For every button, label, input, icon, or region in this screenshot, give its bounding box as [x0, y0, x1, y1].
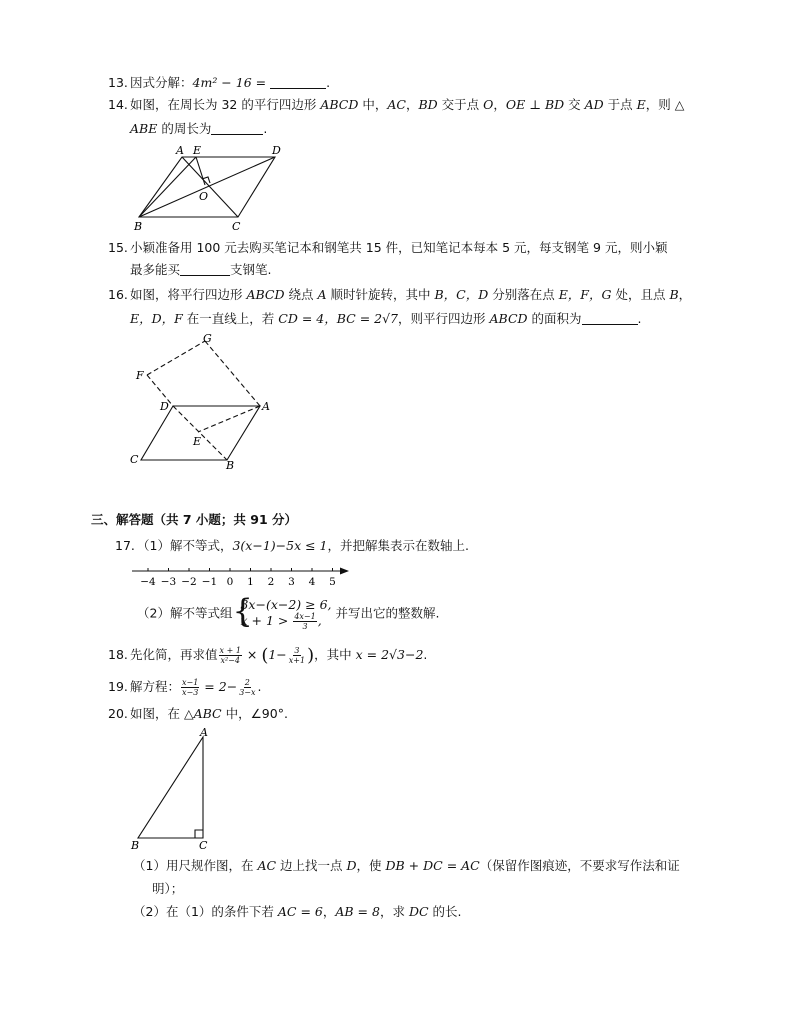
label-A: A [200, 726, 208, 739]
tick-label: 5 [329, 576, 336, 588]
tick-label: 3 [288, 576, 295, 588]
tick-label: 4 [308, 576, 316, 588]
label-F: F [136, 369, 144, 382]
question-20-part1-cont: 明）； [152, 881, 184, 896]
figure-16-rotation [125, 330, 285, 472]
question-19: 19. 解方程： $\frac{x-1}{x-3}$ = 2− $\frac{2}{3-x}$ . [108, 678, 262, 697]
label-A: A [176, 144, 184, 157]
tick-label: 0 [226, 576, 234, 588]
tick-label: −3 [160, 576, 177, 588]
tick-label: 2 [267, 576, 275, 588]
figure-14-parallelogram [125, 142, 295, 234]
label-A: A [262, 400, 270, 413]
expression: 4m² − 16 = [192, 75, 267, 90]
label-D: D [272, 144, 281, 157]
question-14: 14. 如图，在周长为 32 的平行四边形 ABCD 中，AC，BD 交于点 O，OE ⊥ BD 交 AD 于点 E，则 △ [108, 97, 685, 112]
label-B: B [134, 220, 143, 233]
label-C: C [199, 839, 208, 852]
question-20-part2: （2）在（1）的条件下若 AC = 6，AB = 8，求 DC 的长. [133, 904, 462, 919]
question-15: 15. 小颖准备用 100 元去购买笔记本和钢笔共 15 件，已知笔记本每本 5 元，每支钢笔 9 元，则小颖 [108, 240, 668, 255]
label-O: O [199, 190, 209, 203]
question-14-line2: ABE 的周长为 . [130, 121, 268, 136]
inequality-system: { 3x−(x−2) ≥ 6, x + 1 > $\frac{4x-1}{3}$ , [232, 592, 332, 631]
question-number: 18. [108, 647, 128, 662]
label-B: B [131, 839, 140, 852]
tick-label: −2 [181, 576, 197, 588]
answer-blank[interactable] [582, 312, 638, 325]
question-number: 20. [108, 706, 128, 721]
label-C: C [130, 453, 139, 466]
answer-blank[interactable] [270, 76, 326, 89]
label-B: B [226, 459, 235, 472]
label-D: D [160, 400, 169, 413]
label-E: E [193, 435, 202, 448]
question-number: 15. [108, 240, 128, 255]
tick-label: −4 [140, 576, 156, 588]
tick-label: −1 [201, 576, 218, 588]
question-number: 19. [108, 679, 128, 694]
question-16-line2: E，D，F 在一直线上，若 CD = 4，BC = 2√7，则平行四边形 ABCD 的面积为 . [130, 311, 642, 326]
tick-label: 1 [247, 576, 254, 588]
question-18: 18. 先化简，再求值 $\frac{x + 1}{\text{x²−4}}$ × (1− $\frac{3}{x+1}$ )，其中 x = 2√3−2. [108, 645, 428, 666]
question-13: 13. 因式分解：4m² − 16 = . [108, 75, 331, 90]
question-17-part2: （2）解不等式组 { 3x−(x−2) ≥ 6, x + 1 > $\frac{4x-1}{3}$ , 并写出它的整数解. [137, 592, 440, 631]
answer-blank[interactable] [180, 263, 230, 276]
answer-blank[interactable] [211, 122, 263, 135]
question-20-part1: （1）用尺规作图，在 AC 边上找一点 D，使 DB + DC = AC（保留作图痕迹，不要求写作法和证 [133, 858, 680, 873]
question-17: 17. （1）解不等式，3(x−1)−5x ≤ 1，并把解集表示在数轴上. [115, 538, 469, 553]
question-number: 16. [108, 287, 128, 302]
label-G: G [203, 332, 212, 345]
section-heading: 三、解答题（共 7 小题；共 91 分） [91, 512, 298, 527]
question-15-line2: 最多能买 支钢笔. [130, 262, 272, 277]
figure-20-right-triangle [128, 726, 218, 852]
question-number: 17. [115, 538, 135, 553]
label-C: C [232, 220, 241, 233]
label-E: E [193, 144, 202, 157]
question-20: 20. 如图，在 △ABC 中，∠90°. [108, 706, 288, 721]
question-16: 16. 如图，将平行四边形 ABCD 绕点 A 顺时针旋转，其中 B，C，D 分别落在点 E，F，G 处，且点 B， [108, 287, 692, 302]
question-number: 13. [108, 75, 128, 90]
question-number: 14. [108, 97, 128, 112]
number-line [130, 562, 355, 592]
